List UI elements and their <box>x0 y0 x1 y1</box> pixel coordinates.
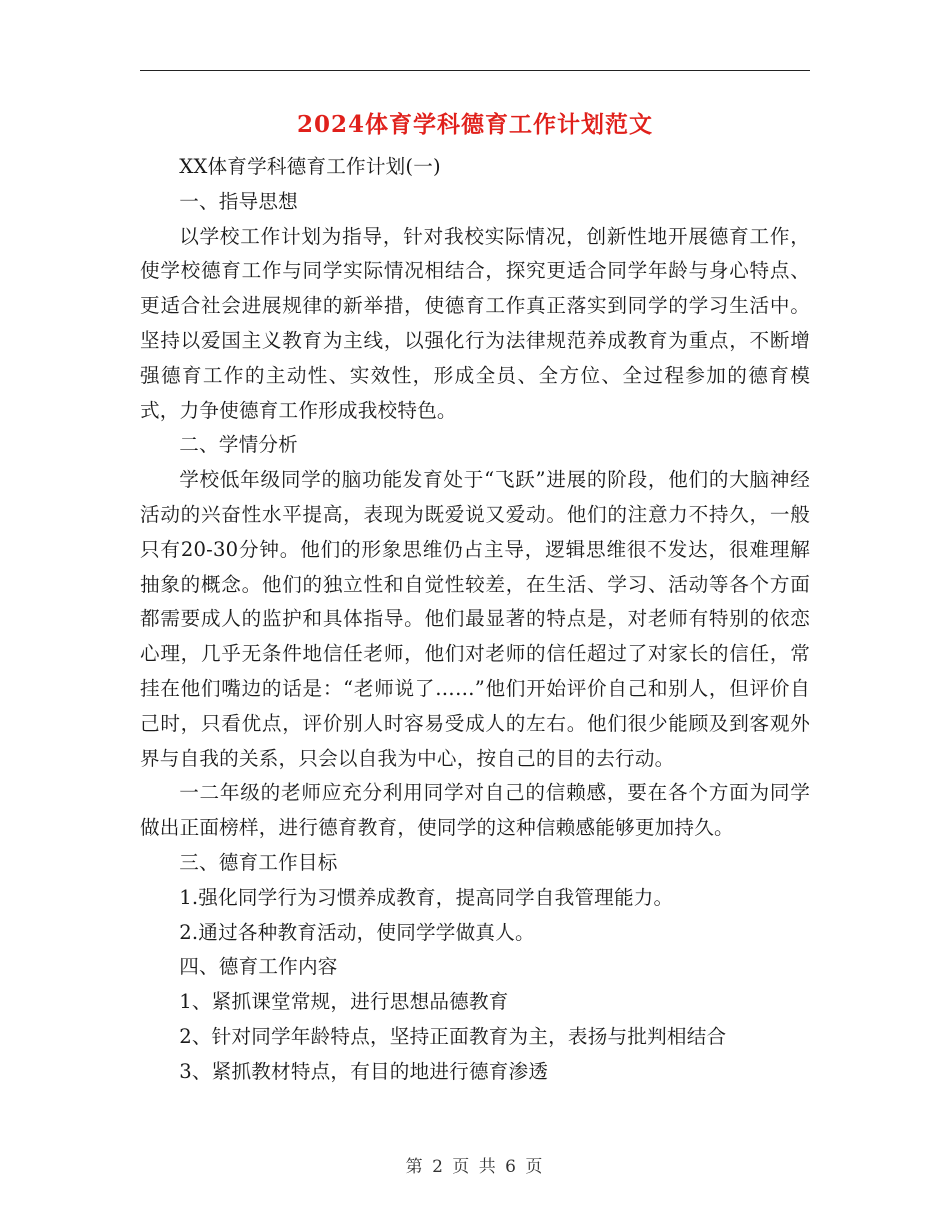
body-paragraph: 以学校工作计划为指导，针对我校实际情况，创新性地开展德育工作，使学校德育工作与同学实际情况相结合，探究更适合同学年龄与身心特点、更适合社会进展规律的新举措，使德育工作真正落实到同学的学习生活中。坚持以爱国主义教育为主线，以强化行为法律规范养成教育为重点，不断增强德育工作的主动性、实效性，形成全员、全方位、全过程参加的德育模式，力争使德育工作形成我校特色。 <box>140 224 810 422</box>
body-paragraph: 一二年级的老师应充分利用同学对自己的信赖感，要在各个方面为同学做出正面榜样，进行德育教育，使同学的这种信赖感能够更加持久。 <box>140 781 810 840</box>
section-heading: 四、德育工作内容 <box>179 955 338 979</box>
header-rule <box>140 70 810 71</box>
document-title: 2024体育学科德育工作计划范文 <box>296 111 653 138</box>
section-heading: 二、学情分析 <box>179 433 298 457</box>
section-heading: 一、指导思想 <box>179 189 298 213</box>
list-item: 1.强化同学行为习惯养成教育，提高同学自我管理能力。 <box>179 885 674 909</box>
section-heading: 三、德育工作目标 <box>179 850 338 874</box>
list-item: 2.通过各种教育活动，使同学学做真人。 <box>179 920 535 944</box>
body-paragraph: 学校低年级同学的脑功能发育处于“飞跃”进展的阶段，他们的大脑神经活动的兴奋性水平提高，表现为既爱说又爱动。他们的注意力不持久，一般只有20-30分钟。他们的形象思维仍占主导，逻辑思维很不发达，很难理解抽象的概念。他们的独立性和自觉性较差，在生活、学习、活动等各个方面都需要成人的监护和具体指导。他们最显著的特点是，对老师有特别的依恋心理，几乎无条件地信任老师，他们对老师的信任超过了对家长的信任，常挂在他们嘴边的话是：“老师说了……”他们开始评价自己和别人，但评价自己时，只看优点，评价别人时容易受成人的左右。他们很少能顾及到客观外界与自我的关系，只会以自我为中心，按自己的目的去行动。 <box>140 468 810 770</box>
list-item: 3、紧抓教材特点，有目的地进行德育渗透 <box>179 1059 549 1083</box>
section-heading: XX体育学科德育工作计划(一) <box>179 155 441 178</box>
page-number: 第 2 页 共 6 页 <box>405 1157 545 1177</box>
list-item: 2、针对同学年龄特点，坚持正面教育为主，表扬与批判相结合 <box>179 1024 727 1048</box>
list-item: 1、紧抓课堂常规，进行思想品德教育 <box>179 990 509 1014</box>
document-body <box>140 150 810 1090</box>
